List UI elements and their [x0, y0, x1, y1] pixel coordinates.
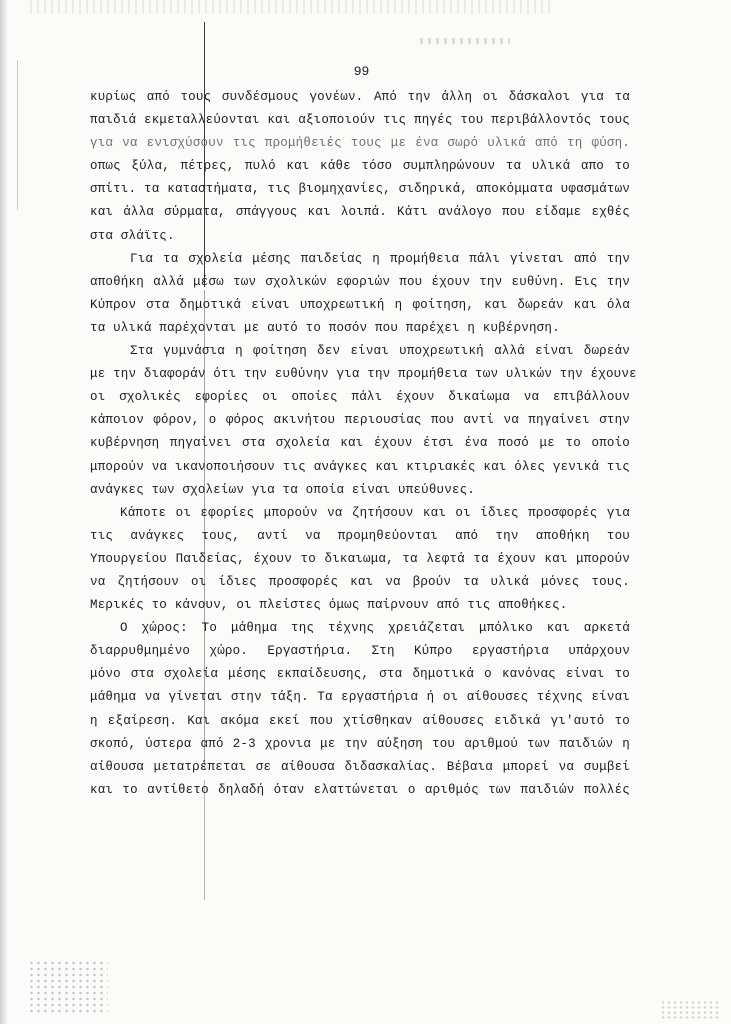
text-line: διαρρυθμημένο χώρο. Εργαστήρια. Στη Κύπρο εργαστήρια υπάρχουν: [90, 644, 630, 659]
page-number: 99: [353, 64, 370, 79]
text-line: τα υλικά παρέχονται με αυτό το ποσόν που παρέχει η κυβέρνηση.: [90, 320, 560, 335]
text-line: και το αντίθετο δηλαδή όταν ελαττώνεται ο αριθμός των παιδιών πολλές: [90, 782, 630, 797]
text-line: οπως ξύλα, πέτρες, πυλό και κάθε τόσο συμπληρώνουν τα υλικά απο το: [90, 159, 630, 174]
scan-artifact-top: [30, 0, 550, 14]
text-line: μπορούν να ικανοποιήσουν τις ανάγκες και κτιριακές και όλες γενικά τις: [90, 459, 630, 474]
page-number-container: [0, 64, 731, 79]
text-line: στα σλάϊτς.: [90, 228, 175, 243]
text-line: Υπουργείου Παιδείας, έχουν το δικαιωμα, τα λεφτά τα έχουν και μπορούν: [90, 551, 630, 566]
text-line: και άλλα σύρματα, σπάγγους και λοιπά. Κάτι ανάλογο που είδαμε εχθές: [90, 205, 630, 220]
scan-noise-bottom-left: [28, 960, 108, 1015]
text-line: σκοπό, ύστερα από 2-3 χρονια με την αύξηση του αριθμού των παιδιών η: [90, 736, 630, 751]
text-line: Στα γυμνάσια η φοίτηση δεν είναι υποχρεωτική αλλά είναι δωρεάν: [130, 344, 630, 359]
text-line: αίθουσα μετατρέπεται σε αίθουσα διδασκαλίας. Βέβαια μπορεί να συμβεί: [90, 759, 630, 774]
text-line: παιδιά εκμεταλλεύονται και αξιοποιούν τις πηγές του περιβάλλοντός τους: [90, 113, 630, 128]
text-line: μάθημα να γίνεται στην τάξη. Τα εργαστήρια ή οι αίθουσες τέχνης είναι: [90, 690, 630, 705]
body-text: [90, 86, 637, 802]
text-line: Κάποτε οι εφορίες μπορούν να ζητήσουν και οι ίδιες προσφορές για: [120, 505, 630, 520]
text-line: Μερικές το κάνουν, οι πλείστες όμως παίρνουν από τις αποθήκες.: [90, 598, 568, 613]
text-line: κυρίως από τους συνδέσμους γονέων. Από την άλλη οι δάσκαλοι για τα: [90, 90, 630, 104]
text-line: κυβέρνηση πηγαίνει στα σχολεία και έχουν έτσι ένα ποσό με το οποίο: [90, 436, 630, 451]
text-line: σπίτι. τα καταστήματα, τις βιομηχανίες, σιδηρικά, αποκόμματα υφασμάτων: [90, 182, 630, 197]
text-line: με την διαφοράν ότι την ευθύνην για την προμήθεια των υλικών την έχουνε: [90, 367, 637, 382]
scan-noise-bottom-right: [660, 1000, 720, 1020]
text-line: αποθήκη αλλά μέσω των σχολικών εφοριών που έχουν την ευθύνη. Εις την: [90, 274, 630, 289]
scan-edge-line: [17, 60, 18, 210]
text-line: οι σχολικές εφορίες οι οποίες πάλι έχουν δικαίωμα να επιβάλλουν: [90, 390, 630, 405]
text-line: να ζητήσουν οι ίδιες προσφορές και να βρούν τα υλικά μόνες τους.: [90, 574, 630, 589]
text-line: τις ανάγκες τους, αντί να προμηθεύονται από την αποθήκη του: [90, 528, 630, 543]
text-line: Ο χώρος: Το μάθημα της τέχνης χρειάζεται μπόλικο και αρκετά: [120, 621, 630, 636]
text-line: Για τα σχολεία μέσης παιδείας η προμήθεια πάλι γίνεται από την: [130, 251, 630, 266]
text-line: η εξαίρεση. Και ακόμα εκεί που χτίσθηκαν αίθουσες ειδικά γι'αυτό το: [90, 713, 630, 728]
scan-shadow-left: [0, 0, 8, 1024]
scan-artifact-top-right: [420, 38, 510, 44]
text-line: μόνο στα σχολεία μέσης εκπαίδευσης, στα δημοτικά ο κανόνας είναι το: [90, 667, 630, 682]
text-line: ανάγκες των σχολείων για τα οποία είναι υπεύθυνες.: [90, 482, 476, 497]
text-line: για να ενισχύσουν τις προμήθειές τους με ένα σωρό υλικά από τη φύση.: [90, 136, 630, 151]
text-line: κάποιον φόρον, ο φόρος ακινήτου περιουσίας που αντί να πηγαίνει στην: [90, 413, 630, 428]
text-line: Κύπρον στα δημοτικά είναι υποχρεωτική η φοίτηση, και δωρεάν και όλα: [90, 297, 630, 312]
